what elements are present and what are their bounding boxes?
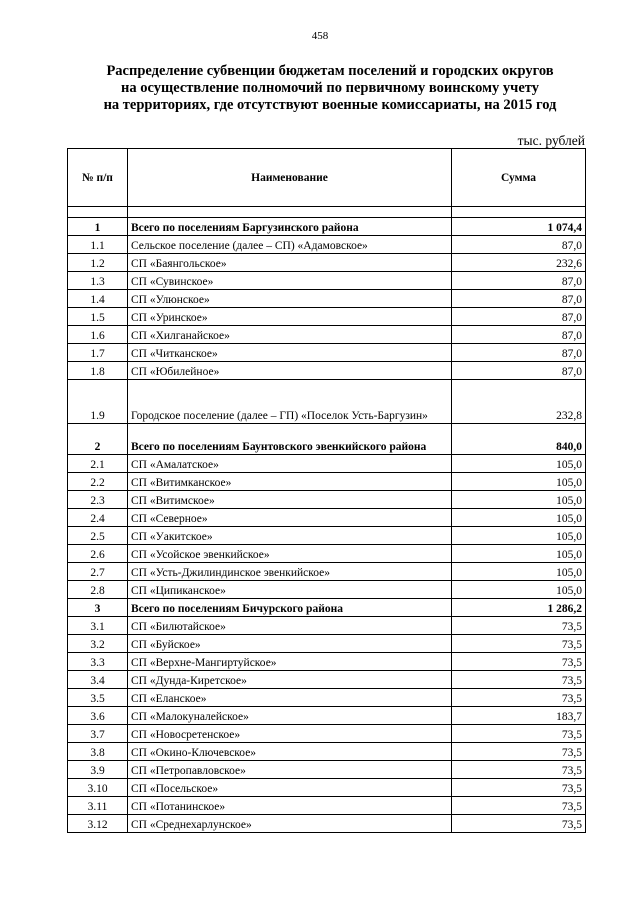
cell-name: СП «Сувинское» xyxy=(128,272,452,290)
cell-num: 2.8 xyxy=(68,581,128,599)
cell-name: СП «Потанинское» xyxy=(128,797,452,815)
cell-sum: 1 074,4 xyxy=(452,218,586,236)
units-label: тыс. рублей xyxy=(517,133,585,148)
table-row xyxy=(68,473,586,491)
title-line-2: на осуществление полномочий по первичному воинскому учету xyxy=(121,80,539,96)
cell-sum: 105,0 xyxy=(452,563,586,581)
table-row xyxy=(68,308,586,326)
cell-sum: 105,0 xyxy=(452,509,586,527)
table-row xyxy=(68,671,586,689)
cell-name: СП «Усойское эвенкийское» xyxy=(128,545,452,563)
cell-sum: 87,0 xyxy=(452,362,586,380)
cell-name: СП «Верхне-Мангиртуйское» xyxy=(128,653,452,671)
cell-sum: 87,0 xyxy=(452,236,586,254)
cell-num: 3.4 xyxy=(68,671,128,689)
cell-sum: 73,5 xyxy=(452,797,586,815)
cell-name: СП «Улюнское» xyxy=(128,290,452,308)
cell-name: СП «Хилганайское» xyxy=(128,326,452,344)
document-title xyxy=(60,63,600,114)
table-row xyxy=(68,509,586,527)
header-num: № п/п xyxy=(68,149,128,207)
table-row xyxy=(68,272,586,290)
cell-sum: 105,0 xyxy=(452,455,586,473)
cell-sum: 73,5 xyxy=(452,617,586,635)
cell-num: 1.9 xyxy=(68,380,128,424)
table-row xyxy=(68,725,586,743)
cell-sum: 105,0 xyxy=(452,545,586,563)
cell-name: СП «Новосретенское» xyxy=(128,725,452,743)
cell-sum: 73,5 xyxy=(452,689,586,707)
cell-num: 1.5 xyxy=(68,308,128,326)
cell-num: 3.12 xyxy=(68,815,128,833)
subvention-table xyxy=(67,148,586,833)
cell-num: 3 xyxy=(68,599,128,617)
cell-name: СП «Билютайское» xyxy=(128,617,452,635)
cell-name: СП «Ципиканское» xyxy=(128,581,452,599)
cell-sum: 73,5 xyxy=(452,761,586,779)
table-row xyxy=(68,236,586,254)
header-name: Наименование xyxy=(128,149,452,207)
cell-num: 2.2 xyxy=(68,473,128,491)
cell-num: 1.7 xyxy=(68,344,128,362)
table-row xyxy=(68,635,586,653)
cell-name: СП «Дунда-Киретское» xyxy=(128,671,452,689)
table-row xyxy=(68,689,586,707)
cell-name: СП «Северное» xyxy=(128,509,452,527)
cell-sum: 73,5 xyxy=(452,635,586,653)
table-row xyxy=(68,545,586,563)
cell-num: 3.6 xyxy=(68,707,128,725)
table-row xyxy=(68,326,586,344)
cell-sum: 73,5 xyxy=(452,671,586,689)
cell-name: СП «Читканское» xyxy=(128,344,452,362)
cell-sum: 1 286,2 xyxy=(452,599,586,617)
table-row xyxy=(68,491,586,509)
table-row xyxy=(68,290,586,308)
cell-sum: 232,6 xyxy=(452,254,586,272)
cell-sum: 232,8 xyxy=(452,380,586,424)
cell-sum: 105,0 xyxy=(452,491,586,509)
table-row xyxy=(68,815,586,833)
cell-name: СП «Витимское» xyxy=(128,491,452,509)
cell-num: 3.1 xyxy=(68,617,128,635)
cell-name: СП «Среднехарлунское» xyxy=(128,815,452,833)
cell-num: 3.11 xyxy=(68,797,128,815)
cell-num: 3.2 xyxy=(68,635,128,653)
cell-name: СП «Уринское» xyxy=(128,308,452,326)
cell-num: 3.5 xyxy=(68,689,128,707)
cell-num: 3.3 xyxy=(68,653,128,671)
cell-sum: 87,0 xyxy=(452,290,586,308)
cell-sum: 87,0 xyxy=(452,272,586,290)
cell-sum: 87,0 xyxy=(452,326,586,344)
cell-name: СП «Уакитское» xyxy=(128,527,452,545)
table-row-total xyxy=(68,424,586,455)
cell-name: Всего по поселениям Баргузинского района xyxy=(128,218,452,236)
title-line-1: Распределение субвенции бюджетам поселений и городских округов xyxy=(106,63,554,79)
cell-sum: 73,5 xyxy=(452,743,586,761)
cell-name: СП «Малокуналейское» xyxy=(128,707,452,725)
table-row xyxy=(68,707,586,725)
cell-sum: 183,7 xyxy=(452,707,586,725)
cell-num: 3.10 xyxy=(68,779,128,797)
cell-num: 2.6 xyxy=(68,545,128,563)
cell-num: 3.8 xyxy=(68,743,128,761)
cell-num: 1.3 xyxy=(68,272,128,290)
table-row xyxy=(68,344,586,362)
table-row xyxy=(68,254,586,272)
table-body xyxy=(68,218,586,833)
cell-sum: 73,5 xyxy=(452,653,586,671)
table-header-row xyxy=(68,149,586,207)
table-row xyxy=(68,581,586,599)
cell-num: 1.1 xyxy=(68,236,128,254)
cell-num: 1 xyxy=(68,218,128,236)
cell-sum: 73,5 xyxy=(452,815,586,833)
table-row xyxy=(68,527,586,545)
cell-num: 3.9 xyxy=(68,761,128,779)
cell-num: 1.8 xyxy=(68,362,128,380)
table-row xyxy=(68,653,586,671)
cell-name: Городское поселение (далее – ГП) «Поселок Усть-Баргузин» xyxy=(128,380,452,424)
table-row-total xyxy=(68,218,586,236)
table-row xyxy=(68,761,586,779)
cell-name: Сельское поселение (далее – СП) «Адамовское» xyxy=(128,236,452,254)
table-row xyxy=(68,455,586,473)
cell-num: 2.5 xyxy=(68,527,128,545)
header-sum: Сумма xyxy=(452,149,586,207)
table-row xyxy=(68,380,586,424)
table-row xyxy=(68,563,586,581)
cell-sum: 73,5 xyxy=(452,779,586,797)
page-number: 458 xyxy=(311,30,329,42)
cell-name: Всего по поселениям Баунтовского эвенкийского района xyxy=(128,424,452,455)
cell-name: СП «Амалатское» xyxy=(128,455,452,473)
cell-num: 2.7 xyxy=(68,563,128,581)
cell-sum: 840,0 xyxy=(452,424,586,455)
table-row xyxy=(68,743,586,761)
cell-num: 1.4 xyxy=(68,290,128,308)
cell-num: 2 xyxy=(68,424,128,455)
table-row-total xyxy=(68,599,586,617)
cell-sum: 87,0 xyxy=(452,308,586,326)
cell-num: 2.3 xyxy=(68,491,128,509)
cell-name: СП «Еланское» xyxy=(128,689,452,707)
cell-sum: 73,5 xyxy=(452,725,586,743)
cell-name: СП «Буйское» xyxy=(128,635,452,653)
cell-num: 1.2 xyxy=(68,254,128,272)
cell-sum: 105,0 xyxy=(452,527,586,545)
cell-name: СП «Юбилейное» xyxy=(128,362,452,380)
cell-num: 2.1 xyxy=(68,455,128,473)
cell-sum: 105,0 xyxy=(452,473,586,491)
table-row xyxy=(68,779,586,797)
cell-sum: 87,0 xyxy=(452,344,586,362)
cell-num: 2.4 xyxy=(68,509,128,527)
cell-name: Всего по поселениям Бичурского района xyxy=(128,599,452,617)
cell-name: СП «Витимканское» xyxy=(128,473,452,491)
title-line-3: на территориях, где отсутствуют военные комиссариаты, на 2015 год xyxy=(103,97,557,113)
cell-name: СП «Баянгольское» xyxy=(128,254,452,272)
table-row xyxy=(68,797,586,815)
table-spacer-row xyxy=(68,207,586,218)
cell-name: СП «Окино-Ключевское» xyxy=(128,743,452,761)
cell-name: СП «Петропавловское» xyxy=(128,761,452,779)
cell-name: СП «Посельское» xyxy=(128,779,452,797)
cell-name: СП «Усть-Джилиндинское эвенкийское» xyxy=(128,563,452,581)
table-row xyxy=(68,617,586,635)
cell-num: 1.6 xyxy=(68,326,128,344)
cell-num: 3.7 xyxy=(68,725,128,743)
table-row xyxy=(68,362,586,380)
cell-sum: 105,0 xyxy=(452,581,586,599)
